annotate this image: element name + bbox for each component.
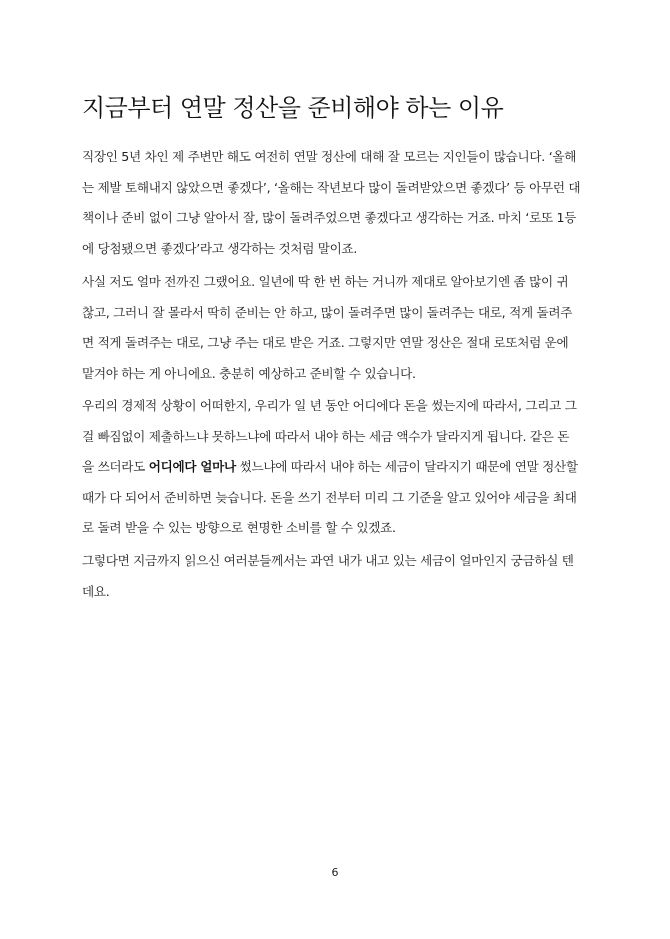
- paragraph-2: [82, 267, 592, 389]
- text-line: 직장인 5년 차인 제 주변만 해도 여전히 연말 정산에 대해 잘 모르는 지인들이 많습니다. ‘올해: [82, 149, 577, 164]
- page-title: 지금부터 연말 정산을 준비해야 하는 이유: [82, 94, 504, 122]
- paragraph-4: [82, 546, 592, 607]
- text-line: 로 돌려 받을 수 있는 방향으로 현명한 소비를 할 수 있겠죠.: [82, 520, 396, 536]
- text-line: 사실 저도 얼마 전까진 그랬어요. 일년에 딱 한 번 하는 거니까 제대로 알아보기엔 좀 많이 귀: [82, 274, 569, 289]
- paragraph-3: [82, 391, 592, 544]
- text-line: 그렇다면 지금까지 읽으신 여러분들께서는 과연 내가 내고 있는 세금이 얼마인지 궁금하실 텐: [82, 553, 574, 568]
- text-line: 면 적게 돌려주는 대로, 그냥 주는 대로 받은 거죠. 그렇지만 연말 정산은 절대 로또처럼 운에: [82, 335, 569, 351]
- text-line: 걸 빠짐없이 제출하느냐 못하느냐에 따라서 내야 하는 세금 액수가 달라지게 됩니다. 같은 돈: [82, 428, 570, 444]
- text-segment: 썼느냐에 따라서 내야 하는 세금이 달라지기 때문에 연말 정산할: [235, 459, 578, 475]
- text-line: 맡겨야 하는 게 아니에요. 충분히 예상하고 준비할 수 있습니다.: [82, 365, 416, 381]
- text-line: 때가 다 되어서 준비하면 늦습니다. 돈을 쓰기 전부터 미리 그 기준을 알고 있어야 세금을 최대: [82, 489, 577, 505]
- text-line: 찮고, 그러니 잘 몰라서 딱히 준비는 안 하고, 많이 돌려주면 많이 돌려주는 대로, 적게 돌려주: [82, 304, 573, 320]
- text-line: 우리의 경제적 상황이 어떠한지, 우리가 일 년 동안 어디에다 돈을 썼는지에 따라서, 그리고 그: [82, 398, 577, 413]
- bold-emphasis: 어디에다 얼마나: [148, 459, 236, 475]
- text-line: 데요.: [82, 583, 110, 599]
- text-line: 는 제발 토해내지 않았으면 좋겠다’, ‘올해는 작년보다 많이 돌려받았으면 좋겠다’ 등 아무런 대: [82, 179, 581, 195]
- page-number: 6: [331, 866, 339, 879]
- text-line: 책이나 준비 없이 그냥 알아서 잘, 많이 돌려주었으면 좋겠다고 생각하는 거죠. 마치 ‘로또 1등: [82, 210, 577, 226]
- text-segment: 을 쓰더라도: [82, 459, 149, 475]
- text-line: 에 당첨됐으면 좋겠다’라고 생각하는 것처럼 말이죠.: [82, 240, 358, 256]
- text-line: [82, 452, 592, 483]
- paragraph-1: [82, 142, 592, 264]
